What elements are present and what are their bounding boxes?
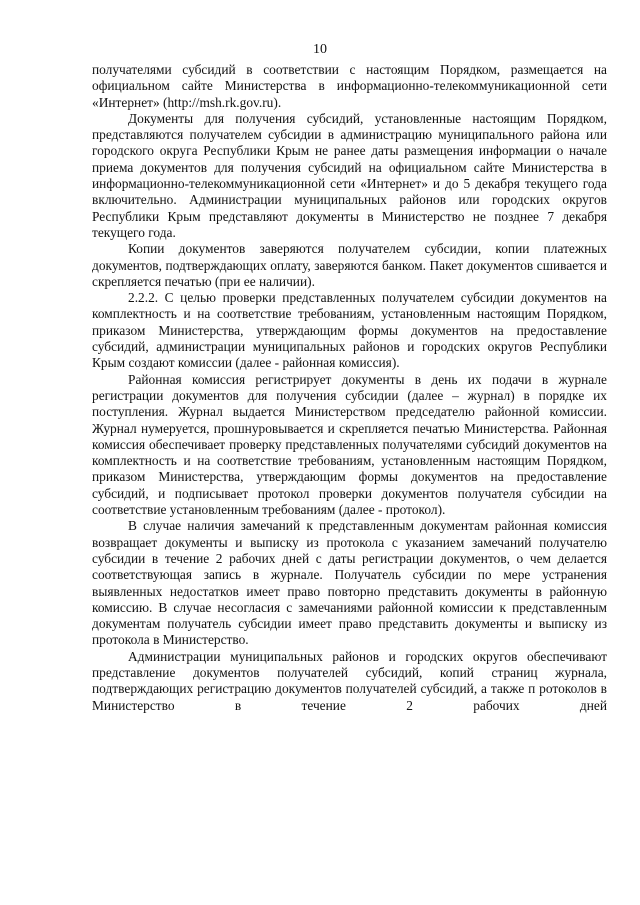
paragraph-3: Копии документов заверяются получателем субсидии, копии платежных документов, подтверждающих оплату, заверяются банком. Пакет документов сшивается и скрепляется печатью (при ее наличии). — [92, 241, 607, 289]
paragraph-4: 2.2.2. С целью проверки представленных получателем субсидии документов на комплектность и на соответствие требованиям, установленным настоящим Порядком, приказом Министерства, утверждающим формы документов на предоставление субсидий, администрации муниципальных районов и городских округов Республики Крым создают комиссии (далее - районная комиссия). — [92, 290, 607, 371]
page-number: 10 — [313, 42, 327, 57]
paragraph-7: Администрации муниципальных районов и городских округов обеспечивают представление документов получателей субсидий, копий страниц журнала, подтверждающих регистрацию документов получателей субсидий, а также п ротоколов в Министерство в течение 2 рабочих дней — [92, 648, 607, 713]
paragraph-1: получателями субсидий в соответствии с настоящим Порядком, размещается на официальном сайте Министерства в информационно-телекоммуникационной сети «Интернет» (http://msh.rk.gov.ru). — [92, 62, 607, 110]
paragraph-2: Документы для получения субсидий, установленные настоящим Порядком, представляются получателем субсидии в администрацию муниципального района или городского округа Республики Крым не ранее даты размещения информации о начале приема документов для получения субсидий на официальном сайте Министерства в информационно-телекоммуникационной сети «Интернет» и до 5 декабря текущего года включительно. Администрации муниципальных районов или городских округов Республики Крым представляют документы в Министерство не позднее 7 декабря текущего года. — [92, 110, 607, 240]
document-body — [92, 62, 607, 714]
paragraph-5: Районная комиссия регистрирует документы в день их подачи в журнале регистрации документов для получения субсидии (далее – журнал) в порядке их поступления. Журнал выдается Министерством председателю районной комиссии. Журнал нумеруется, прошнуровывается и скрепляется печатью Министерства. Районная комиссия обеспечивает проверку представленных получателями субсидий документов на комплектность и на соответствие требованиям, установленным настоящим Порядком, приказом Министерства, утверждающим формы документов на предоставление субсидий, и подписывает протокол проверки документов получателя субсидии на соответствие установленным требованиям (далее - протокол). — [92, 371, 607, 518]
paragraph-6: В случае наличия замечаний к представленным документам районная комиссия возвращает документы и выписку из протокола с указанием замечаний получателю субсидии в течение 2 рабочих дней с даты регистрации документов, о чем делается соответствующая запись в журнале. Получатель субсидии по мере устранения выявленных недостатков имеет право повторно представить документы в районную комиссию. В случае несогласия с замечаниями районной комиссии к представленным документам получатель субсидии имеет право представить документы и выписку из протокола в Министерство. — [92, 518, 607, 648]
